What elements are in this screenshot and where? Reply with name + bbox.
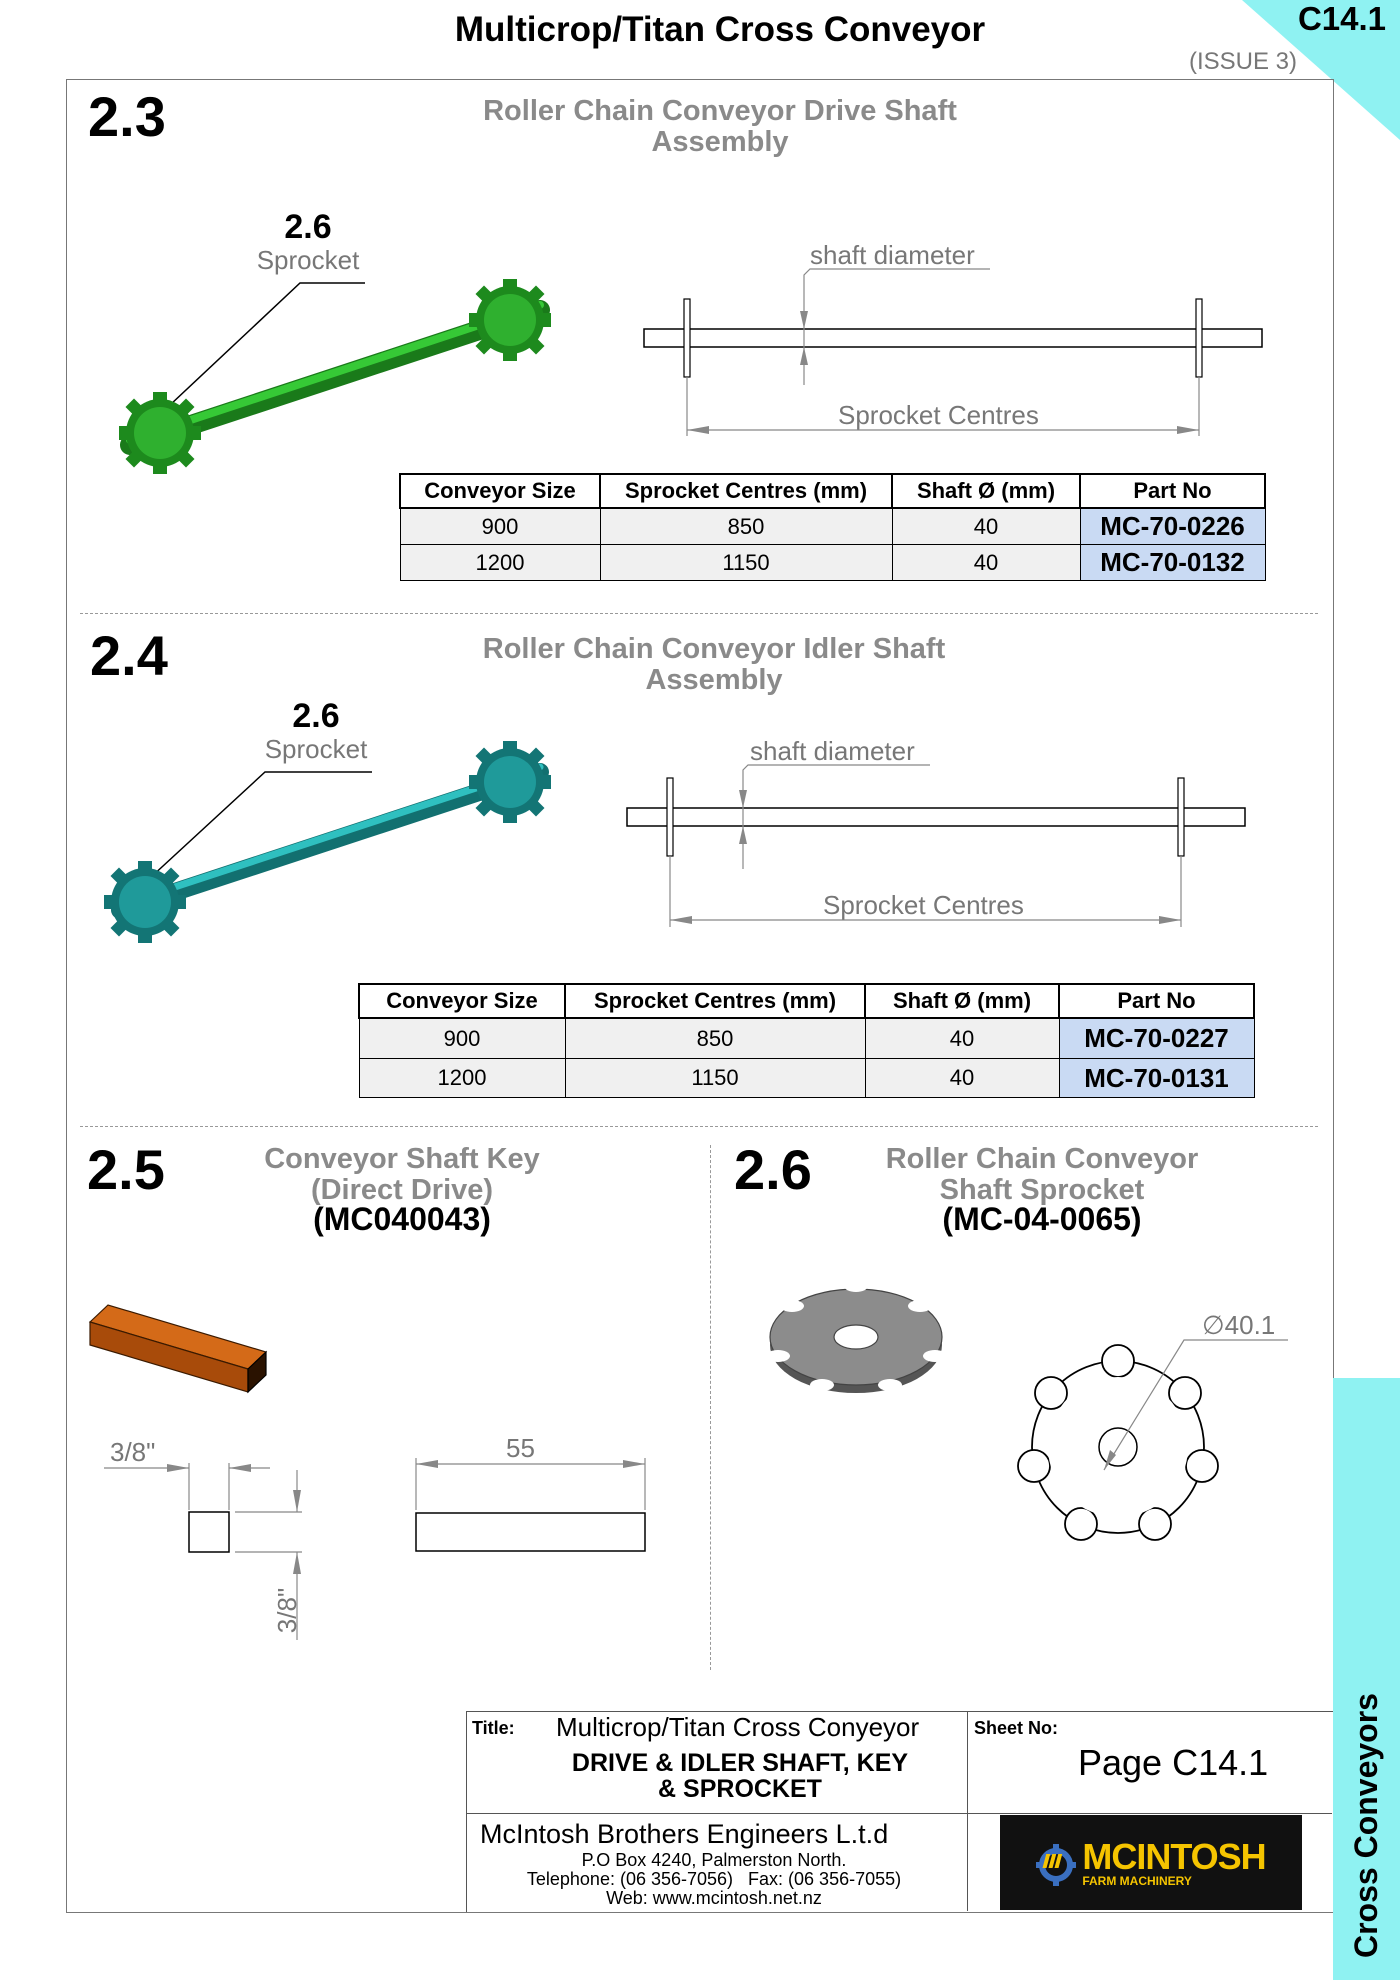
callout-number: 2.6 — [284, 208, 332, 246]
part-number: (MC040043) — [313, 1201, 491, 1237]
drawing-subtitle-line: & SPROCKET — [658, 1775, 822, 1803]
side-tab-label: Cross Conveyors — [1348, 1693, 1384, 1958]
title-value: Multicrop/Titan Cross Conyeyor — [556, 1712, 920, 1742]
cell-part-no: MC-70-0227 — [1059, 1018, 1254, 1059]
company-phone: Telephone: (06 356-7056) Fax: (06 356-7055) — [526, 1869, 902, 1889]
page-code: C14.1 — [1297, 0, 1386, 37]
dim-shaft-diameter: shaft diameter — [810, 240, 975, 270]
title-label: Title: — [472, 1718, 515, 1738]
cell-size: 900 — [359, 1018, 565, 1059]
section-title-line: (Direct Drive) — [310, 1174, 494, 1206]
company-name: McIntosh Brothers Engineers L.t.d — [480, 1819, 889, 1849]
cell-shaft: 40 — [865, 1018, 1059, 1059]
section-number: 2.6 — [734, 1138, 812, 1201]
cell-part-no: MC-70-0132 — [1080, 545, 1265, 581]
cell-size: 1200 — [400, 545, 600, 581]
logo-text: MCINTOSH — [1082, 1835, 1266, 1877]
cell-centres: 850 — [565, 1018, 865, 1059]
sprocket-3d-icon — [766, 1280, 947, 1393]
col-header: Conveyor Size — [359, 984, 565, 1018]
section-number: 2.3 — [88, 85, 166, 148]
company-address: P.O Box 4240, Palmerston North. — [581, 1850, 847, 1870]
col-header: Sprocket Centres (mm) — [600, 474, 892, 508]
cell-size: 1200 — [359, 1059, 565, 1098]
dim-shaft-diameter: shaft diameter — [750, 736, 915, 766]
col-header: Shaft Ø (mm) — [892, 474, 1080, 508]
col-header: Sprocket Centres (mm) — [565, 984, 865, 1018]
part-number: (MC-04-0065) — [942, 1201, 1142, 1237]
gear-logo-icon — [1036, 1840, 1076, 1886]
section-title-line: Assembly — [645, 664, 783, 696]
section-title-line: Roller Chain Conveyor Drive Shaft — [483, 95, 957, 127]
company-logo — [1000, 1815, 1302, 1910]
cell-shaft: 40 — [865, 1059, 1059, 1098]
dim-sprocket-centres: Sprocket Centres — [838, 400, 1039, 430]
cell-shaft: 40 — [892, 508, 1080, 545]
section-title-line: Shaft Sprocket — [939, 1174, 1145, 1206]
cell-part-no: MC-70-0226 — [1080, 508, 1265, 545]
drawing-subtitle — [520, 1750, 960, 1802]
col-header: Shaft Ø (mm) — [865, 984, 1059, 1018]
col-header: Conveyor Size — [400, 474, 600, 508]
page-title: Multicrop/Titan Cross Conveyor — [454, 10, 986, 49]
company-web: Web: www.mcintosh.net.nz — [606, 1888, 822, 1908]
section-title-line: Roller Chain Conveyor Idler Shaft — [482, 633, 946, 665]
logo-subtext: FARM MACHINERY — [1082, 1873, 1192, 1888]
drawing-subtitle-line: DRIVE & IDLER SHAFT, KEY — [571, 1749, 909, 1777]
callout-label: Sprocket — [256, 245, 360, 275]
col-header: Part No — [1080, 474, 1265, 508]
cell-size: 900 — [400, 508, 600, 545]
sprocket-outline-icon — [1018, 1345, 1218, 1540]
callout-number: 2.6 — [292, 697, 340, 735]
dim-key-height: 3/8" — [272, 1587, 303, 1634]
issue-label: (ISSUE 3) — [1188, 48, 1297, 75]
dim-sprocket-centres: Sprocket Centres — [823, 890, 1024, 920]
sheet-label: Sheet No: — [974, 1718, 1059, 1738]
cell-part-no: MC-70-0131 — [1059, 1059, 1254, 1098]
sheet-value: Page C14.1 — [1078, 1742, 1269, 1783]
section-number: 2.4 — [90, 624, 168, 687]
dim-key-width: 3/8" — [110, 1437, 156, 1467]
title-block-divider — [466, 1813, 1332, 1814]
section-number: 2.5 — [87, 1138, 165, 1201]
company-contact — [474, 1851, 954, 1908]
section-title-line: Assembly — [651, 126, 789, 158]
cell-centres: 850 — [600, 508, 892, 545]
cell-centres: 1150 — [600, 545, 892, 581]
dim-key-length: 55 — [506, 1433, 535, 1463]
section-title-line: Conveyor Shaft Key — [264, 1143, 540, 1175]
dim-bore-diameter: ∅40.1 — [1202, 1310, 1276, 1340]
title-block-divider — [967, 1711, 968, 1911]
cell-centres: 1150 — [565, 1059, 865, 1098]
section-title-line: Roller Chain Conveyor — [885, 1143, 1199, 1175]
cell-shaft: 40 — [892, 545, 1080, 581]
callout-label: Sprocket — [264, 734, 368, 764]
col-header: Part No — [1059, 984, 1254, 1018]
